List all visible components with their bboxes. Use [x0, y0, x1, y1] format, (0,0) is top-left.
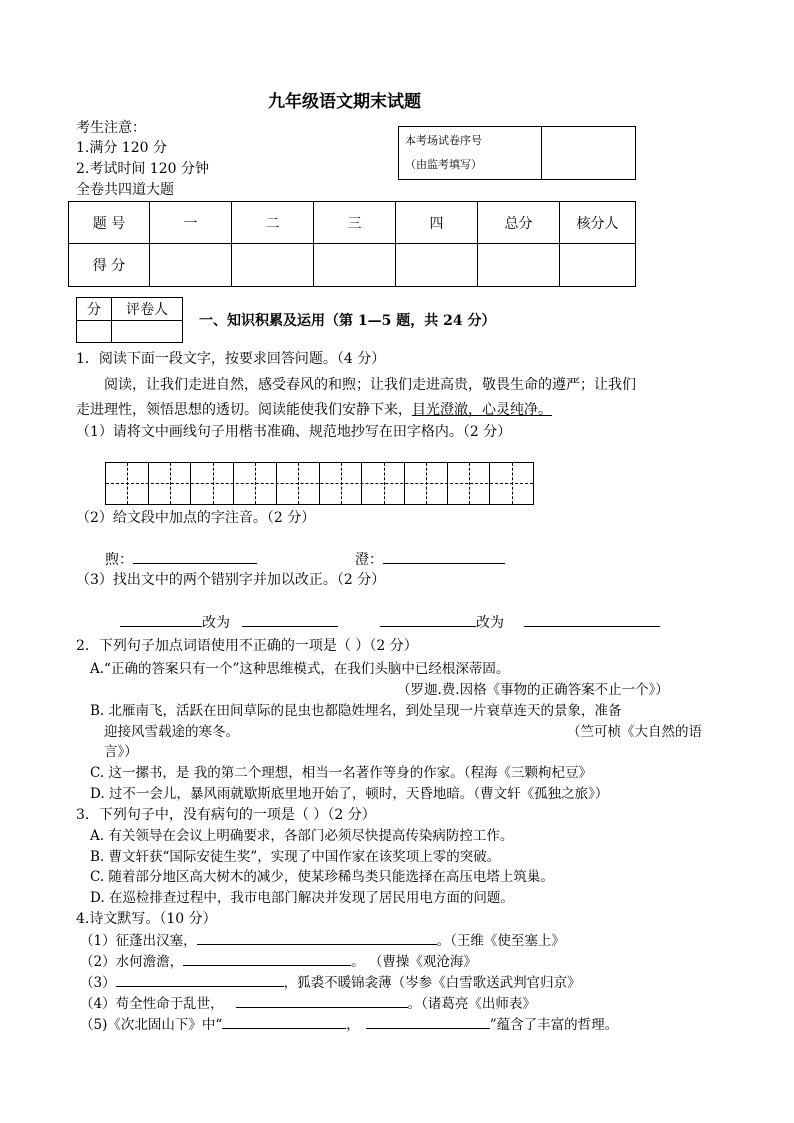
- q4-blank-4[interactable]: [236, 993, 408, 1008]
- q1-passage-text: 走进理性，领悟思想的透切。阅读能使我们安静下来，: [76, 402, 412, 418]
- q1-correct-char-2-blank[interactable]: [524, 612, 660, 627]
- tianzige-cell-divider: [106, 463, 490, 504]
- q2-option-a: A.“正确的答案只有一个”这种思维模式，在我们头脑中已经根深蒂固。: [90, 661, 510, 677]
- score-header-cell: 题 号: [69, 202, 150, 244]
- score-header-cell: 一: [150, 202, 232, 244]
- q3-option-b: B. 曹文轩获“国际安徒生奖”，实现了中国作家在该奖项上零的突破。: [90, 849, 501, 865]
- q4-line-5-tail: ”蕴含了丰富的哲理。: [489, 1017, 619, 1033]
- q4-line-4-prompt: （4）苟全性命于乱世，: [80, 996, 224, 1012]
- q4-line-4: [80, 993, 536, 1014]
- q4-line-2: [80, 951, 477, 972]
- q4-blank-5a[interactable]: [222, 1014, 346, 1029]
- seat-number-box: [398, 126, 636, 180]
- q4-line-2-source: 。 （曹操《观沧海》: [351, 954, 477, 970]
- q2-option-b-line-3: 言》）: [104, 744, 138, 760]
- q3-stem: 3．下列句子中，没有病句的一项是（ ）（2 分）: [76, 807, 376, 823]
- score-header-cell: 四: [396, 202, 478, 244]
- notice-line-2: 2.考试时间 120 分钟: [76, 161, 209, 177]
- q4-stem: 4.诗文默写。（10 分）: [76, 911, 217, 927]
- q1-sub-3: （3）找出文中的两个错别字并加以改正。（2 分）: [76, 572, 386, 588]
- score-header-cell: 核分人: [560, 202, 636, 244]
- q4-line-1-source: 。（王维《使至塞上》: [436, 933, 565, 949]
- tianzige-cell-midline: [512, 463, 513, 504]
- q2-stem: 2．下列句子加点词语使用不正确的一项是（ ）（2 分）: [76, 638, 418, 654]
- q4-line-5: [80, 1014, 618, 1035]
- q4-line-3-source: ，狐裘不暖锦衾薄（岑参《白雪歌送武判官归京》: [283, 975, 581, 991]
- section-1-title: 一、知识积累及运用（第 1—5 题，共 24 分）: [199, 313, 496, 329]
- q1-char-2-blank[interactable]: [383, 549, 505, 564]
- q1-sub-2: （2）给文段中加点的字注音。（2 分）: [76, 510, 316, 526]
- q4-line-5-prompt: （5)《次北固山下》中“: [80, 1017, 223, 1033]
- score-cell[interactable]: [150, 244, 232, 287]
- q4-line-2-prompt: （2）水何澹澹，: [80, 954, 184, 970]
- seat-number-label-1: 本考场试卷序号: [405, 134, 482, 147]
- q4-line-1: [80, 930, 565, 951]
- score-header-cell: 三: [314, 202, 396, 244]
- score-cell[interactable]: [478, 244, 560, 287]
- q1-pinyin-item-1: [105, 549, 257, 570]
- grader-name-label: 评卷人: [112, 298, 183, 321]
- q4-line-3: [80, 972, 581, 993]
- q1-wrong-char-1-blank[interactable]: [120, 612, 202, 627]
- q1-wrong-char-2-blank[interactable]: [380, 612, 476, 627]
- q2-option-d: D. 过不一会儿，暴风雨就歇斯底里地开始了，顿时，天昏地暗。（曹文轩《孤独之旅》）: [90, 786, 609, 802]
- q1-correct-char-1-blank[interactable]: [242, 612, 338, 627]
- q4-blank-2[interactable]: [183, 951, 351, 966]
- seat-number-field[interactable]: [542, 127, 636, 180]
- score-header-cell: 二: [232, 202, 314, 244]
- q1-gaiwei-1: 改为: [202, 615, 230, 631]
- q3-option-c: C. 随着部分地区高大树木的减少，使某珍稀鸟类只能选择在高压电塔上筑巢。: [90, 869, 554, 885]
- score-cell[interactable]: [314, 244, 396, 287]
- q3-option-d: D. 在巡检排查过程中，我市电部门解决并发现了居民用电方面的问题。: [90, 890, 514, 906]
- q2-option-b-source: （竺可桢《大自然的语: [567, 724, 702, 740]
- score-table: [68, 201, 636, 287]
- notice-heading: 考生注意：: [76, 120, 146, 136]
- q2-option-b-line-1: B. 北雁南飞，活跃在田间草际的昆虫也都隐姓埋名，到处呈现一片衰草连天的景象，准备: [90, 703, 622, 719]
- grader-score-field[interactable]: [77, 321, 112, 343]
- q1-pinyin-item-2: [355, 549, 505, 570]
- notice-line-3: 全卷共四道大题: [76, 182, 174, 198]
- score-cell[interactable]: [232, 244, 314, 287]
- page-title: 九年级语文期末试题: [268, 92, 421, 112]
- grader-box: [76, 297, 183, 343]
- q4-line-5-comma: ，: [346, 1017, 360, 1033]
- q4-blank-1[interactable]: [197, 930, 437, 945]
- grader-name-field[interactable]: [112, 321, 183, 343]
- score-table-score-row: [69, 244, 636, 287]
- q1-char-2-label: 澄：: [355, 552, 383, 568]
- score-cell[interactable]: [396, 244, 478, 287]
- q1-underlined-sentence: 目光澄澈，心灵纯净。: [412, 402, 552, 418]
- q1-gaiwei-2: 改为: [476, 615, 504, 631]
- q4-blank-3[interactable]: [116, 972, 284, 987]
- tianzige-grid[interactable]: [105, 462, 534, 505]
- q4-blank-5b[interactable]: [366, 1014, 490, 1029]
- q1-correction-1: [120, 612, 338, 633]
- score-header-cell: 总分: [478, 202, 560, 244]
- q1-passage-line-2: [76, 400, 552, 420]
- q4-line-4-source: 。（诸葛亮《出师表》: [407, 996, 536, 1012]
- q2-option-b-line-2: 迎接风雪载途的寒冬。: [104, 724, 239, 740]
- q4-line-1-prompt: （1）征蓬出汉塞，: [80, 933, 197, 949]
- q3-option-a: A. 有关领导在会议上明确要求，各部门必须尽快提高传染病防控工作。: [90, 828, 514, 844]
- tianzige-cell-midline: [469, 463, 470, 504]
- score-cell[interactable]: [560, 244, 636, 287]
- score-table-header-row: [69, 202, 636, 244]
- q1-sub-1: （1）请将文中画线句子用楷书准确、规范地抄写在田字格内。（2 分）: [76, 424, 512, 440]
- q4-line-3-prompt: （3）: [80, 975, 116, 991]
- q2-option-a-source: （罗迦.费.因格《事物的正确答案不止一个》）: [397, 682, 669, 698]
- seat-number-label: [399, 127, 542, 180]
- score-row-label: 得 分: [69, 244, 150, 287]
- q1-char-1-label: 煦：: [105, 552, 133, 568]
- q1-correction-2: [380, 612, 660, 633]
- q2-option-c: C. 这一摞书，是 我的第二个理想，相当一名著作等身的作家。（程海《三颗枸杞豆》: [90, 765, 592, 781]
- seat-number-label-2: （由监考填写）: [405, 158, 482, 171]
- notice-line-1: 1.满分 120 分: [76, 140, 167, 156]
- grader-score-label: 分: [77, 298, 112, 321]
- q1-passage-line-1: 阅读，让我们走进自然，感受春风的和煦；让我们走进高贵，敬畏生命的遵严；让我们: [104, 377, 636, 393]
- q1-char-1-blank[interactable]: [133, 549, 257, 564]
- q1-stem: 1．阅读下面一段文字，按要求回答问题。（4 分）: [76, 351, 386, 367]
